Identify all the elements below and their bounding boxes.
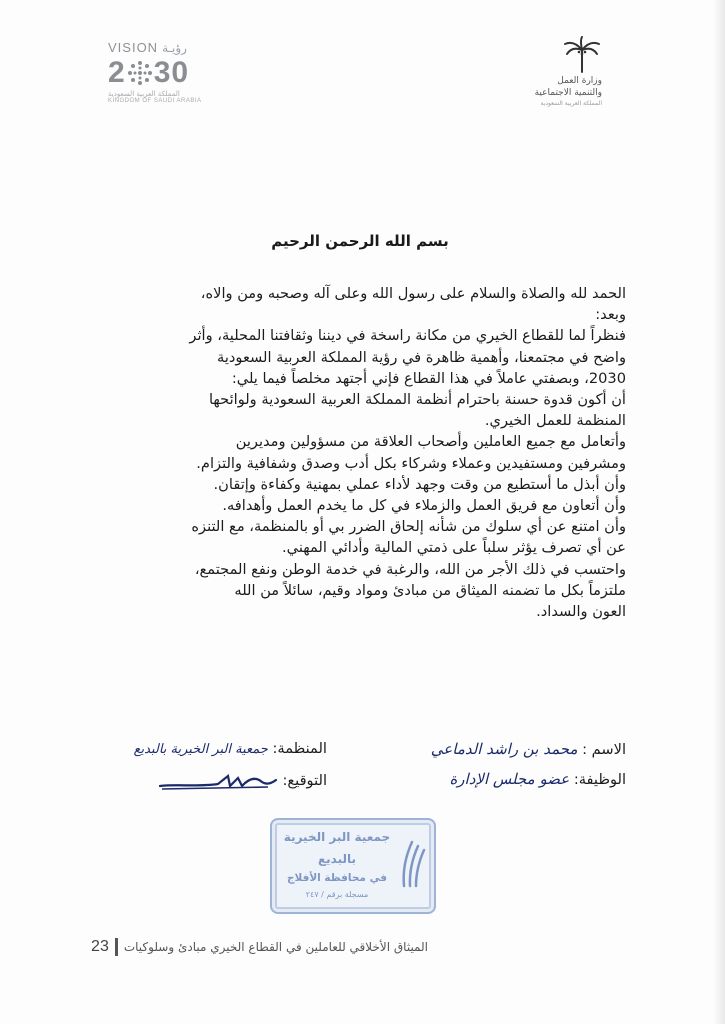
sign-label: التوقيع: <box>282 772 327 789</box>
vision-label-ar: رؤيـة <box>162 40 187 55</box>
letter-line: وبعد: <box>595 306 626 324</box>
job-handwritten: عضو مجلس الإدارة <box>449 770 570 788</box>
letter-line: فنظراً لما للقطاع الخيري من مكانة راسخة في ديننا وثقافتنا المحلية، وأثر <box>189 327 626 345</box>
vision-label-en: VISION <box>108 40 159 55</box>
name-handwritten: محمد بن راشد الدماعي <box>430 740 578 758</box>
letter-line: 2030، وبصفتي عاملاً في هذا القطاع فإني أجتهد مخلصاً فيما يلي: <box>231 369 626 387</box>
page-number: 23 <box>91 938 109 955</box>
vision-sub-en: KINGDOM OF SAUDI ARABIA <box>108 98 202 104</box>
stamp-emblem-icon <box>398 836 428 892</box>
letter-line: وأن أتعاون مع فريق العمل والزملاء في كل ما يخدم العمل وأهدافه. <box>222 497 626 515</box>
stamp-line2: بالبديع <box>317 852 357 866</box>
official-stamp <box>270 818 436 914</box>
org-row <box>134 740 327 757</box>
name-row <box>431 740 626 758</box>
vision-2030-logo <box>108 40 218 120</box>
letter-line: أن أكون قدوة حسنة باحترام أنظمة المملكة العربية السعودية ولوائحها <box>208 391 626 409</box>
ministry-name-line1: وزارة العمل <box>557 76 602 86</box>
org-label: المنظمة: <box>272 740 327 757</box>
name-label: الاسم : <box>582 741 626 758</box>
letter-line: وأتعامل مع جميع العاملين وأصحاب العلاقة من مسؤولين ومديرين <box>235 433 626 451</box>
ministry-name-line2: والتنمية الاجتماعية <box>534 88 602 98</box>
vision-year-left: 2 <box>108 56 126 89</box>
ministry-country: المملكة العربية السعودية <box>540 100 602 107</box>
job-label: الوظيفة: <box>573 771 626 788</box>
letter-line: ملتزماً بكل ما تضمنه الميثاق من مبادئ ومواد وقيم، سائلاً من الله <box>234 581 626 599</box>
letter-line: واحتسب في ذلك الأجر من الله، والرغبة في خدمة الوطن ونفع المجتمع، <box>194 560 626 578</box>
letter-line: العون والسداد. <box>536 603 626 621</box>
stamp-line1: جمعية البر الخيرية <box>283 830 391 844</box>
palm-tree-icon <box>562 36 602 74</box>
basmala: بسم الله الرحمن الرحيم <box>271 232 449 250</box>
letter-line: الحمد لله والصلاة والسلام على رسول الله وعلى آله وصحبه ومن والاه، <box>200 285 626 302</box>
vision-year-right: 30 <box>153 56 190 89</box>
vision-flower-icon <box>127 60 153 86</box>
letter-line: وأن أبذل ما أستطيع من وقت وجهد لأداء عملي بمهنية وكفاءة وإتقان. <box>213 475 626 493</box>
letter-body <box>106 283 626 622</box>
letter-line: المنظمة للعمل الخيري. <box>484 412 626 430</box>
stamp-line3: في محافظة الأفلاج <box>286 872 388 884</box>
letter-line: ومشرفين ومستفيدين وعملاء وشركاء بكل أدب وصدق وشفافية والتزام. <box>196 454 626 472</box>
footer-divider <box>115 938 118 956</box>
sign-row <box>158 770 327 792</box>
letter-line: عن أي تصرف يؤثر سلباً على ذمتي المالية وأدائي المهني. <box>282 539 626 557</box>
footer-title: الميثاق الأخلاقي للعاملين في القطاع الخيري مبادئ وسلوكيات <box>123 940 428 954</box>
page-footer <box>88 938 428 956</box>
org-handwritten: جمعية البر الخيرية بالبديع <box>133 742 268 757</box>
signature-scribble <box>158 770 278 792</box>
letter-line: وأن امتنع عن أي سلوك من شأنه إلحاق الضرر بي أو بالمنظمة، مع التنزه <box>191 518 626 536</box>
letter-line: واضح في مجتمعنا، وأهمية ظاهرة في رؤية المملكة العربية السعودية <box>217 348 626 366</box>
stamp-line4: مسجلة برقم / ٢٤٧ <box>305 890 369 899</box>
job-row <box>449 770 626 788</box>
ministry-logo <box>525 36 610 111</box>
page-edge-shadow <box>713 0 725 1024</box>
vision-sub-ar: المملكة العربية السعودية <box>108 90 180 98</box>
